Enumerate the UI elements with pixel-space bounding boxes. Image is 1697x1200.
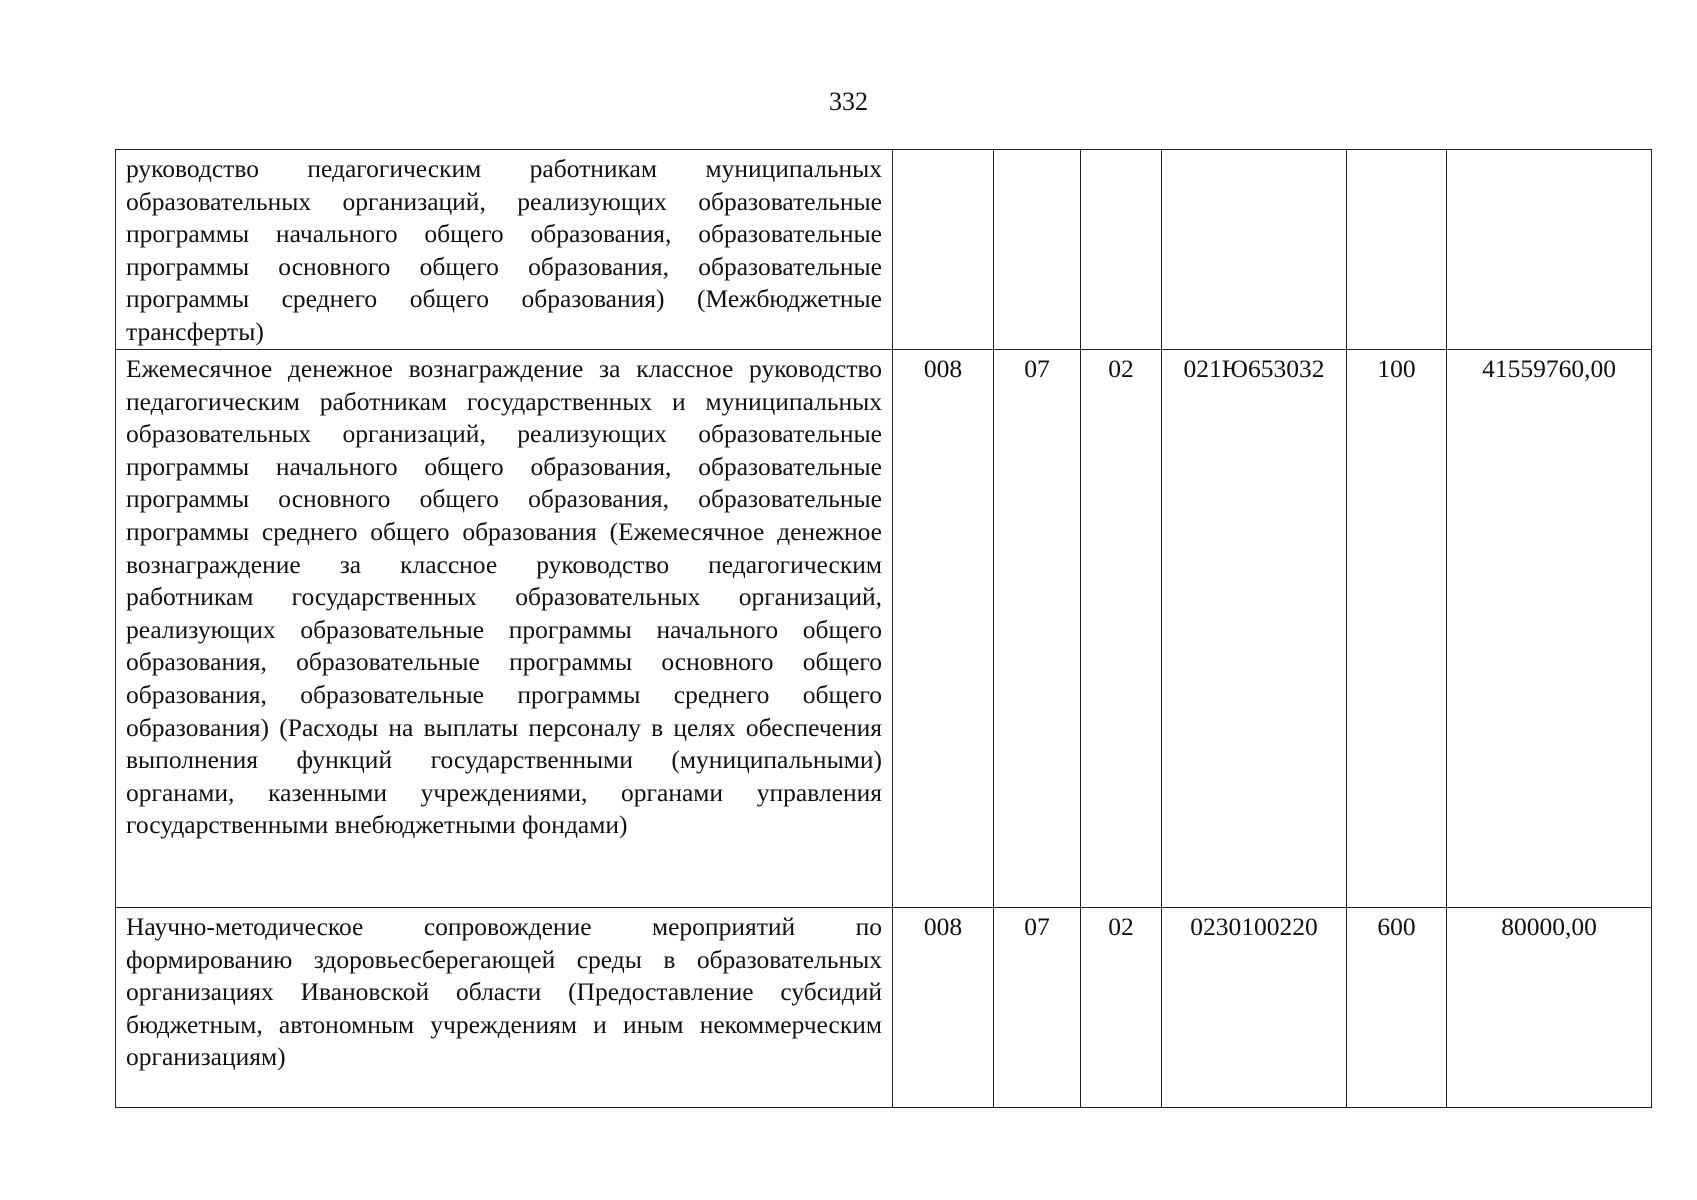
section-code: 07 [994,350,1081,908]
target-article-code: 0230100220 [1162,908,1347,1108]
budget-table [115,149,1652,1108]
section-code [994,150,1081,350]
amount: 41559760,00 [1447,350,1652,908]
target-article-code [1162,150,1347,350]
expense-type-code [1347,150,1447,350]
ministry-code: 008 [893,350,994,908]
expense-type-code: 600 [1347,908,1447,1108]
amount [1447,150,1652,350]
expense-description: Ежемесячное денежное вознаграждение за классное руководство педагогическим работникам государственных и муниципальных образовательных организаций, реализующих образовательные программы начального общего образования, образовательные программы основного общего образования, образовательные программы среднего общего образования (Ежемесячное денежное вознаграждение за классное руководство педагогическим работникам государственных образовательных организаций, реализующих образовательные программы начального общего образования, образовательные программы основного общего образования, образовательные программы среднего общего образования) (Расходы на выплаты персоналу в целях обеспечения выполнения функций государственными (муниципальными) органами, казенными учреждениями, органами управления государственными внебюджетными фондами) [116,350,893,908]
table-row [116,908,1652,1108]
target-article-code: 021Ю653032 [1162,350,1347,908]
ministry-code [893,150,994,350]
expense-description: руководство педагогическим работникам муниципальных образовательных организаций, реализующих образовательные программы начального общего образования, образовательные программы основного общего образования, образовательные программы среднего общего образования) (Межбюджетные трансферты) [116,150,893,350]
section-code: 07 [994,908,1081,1108]
ministry-code: 008 [893,908,994,1108]
table-row [116,150,1652,350]
amount: 80000,00 [1447,908,1652,1108]
subsection-code: 02 [1081,908,1162,1108]
subsection-code: 02 [1081,350,1162,908]
table-row [116,350,1652,908]
expense-description: Научно-методическое сопровождение мероприятий по формированию здоровьесберегающей среды в образовательных организациях Ивановской области (Предоставление субсидий бюджетным, автономным учреждениям и иным некоммерческим организациям) [116,908,893,1108]
expense-type-code: 100 [1347,350,1447,908]
subsection-code [1081,150,1162,350]
page-number: 332 [829,87,868,116]
